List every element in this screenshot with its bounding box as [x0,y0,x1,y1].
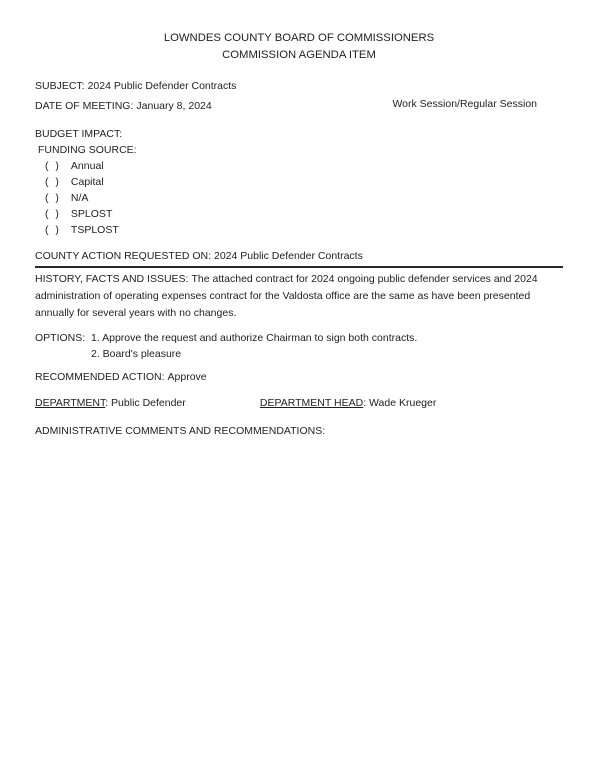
history-text: The attached contract for 2024 ongoing public defender services and 2024 administration of operating expenses contract for the Valdosta office are the same as have been presented annually for several years with no changes. [35,273,538,319]
department-label: DEPARTMENT [35,397,106,409]
funding-option-row [35,222,563,238]
document-subtitle: COMMISSION AGENDA ITEM [222,49,376,61]
funding-source-list [35,158,563,238]
funding-option-label: TSPLOST [70,224,119,236]
subject-line [35,78,563,94]
empty-checkbox: ( ) [45,224,61,236]
date-of-meeting-line [35,98,212,114]
department-field [35,395,257,411]
option-item: 1. Approve the request and authorize Chairman to sign both contracts. [91,332,418,344]
empty-checkbox: ( ) [45,208,61,220]
options-label: OPTIONS: [35,332,86,344]
budget-impact-label: BUDGET IMPACT: [35,128,123,140]
date-of-meeting-value: January 8, 2024 [136,100,212,112]
funding-option-label: Annual [70,160,104,172]
funding-source-label: FUNDING SOURCE: [38,144,137,156]
department-head-value: : Wade Krueger [363,397,437,409]
date-of-meeting-label: DATE OF MEETING: [35,100,134,112]
county-action-value: 2024 Public Defender Contracts [214,250,363,262]
county-action-line [35,248,563,264]
recommended-action-value: Approve [167,371,207,383]
funding-option-row [35,174,563,190]
funding-option-row [35,206,563,222]
funding-option-label: N/A [70,192,89,204]
empty-checkbox: ( ) [45,160,61,172]
recommended-action-line [35,369,563,385]
empty-checkbox: ( ) [45,176,61,188]
subject-label: SUBJECT: [35,80,85,92]
section-divider [35,266,563,268]
subject-value: 2024 Public Defender Contracts [87,80,237,92]
department-value: : Public Defender [105,397,186,409]
department-head-label: DEPARTMENT HEAD [259,397,364,409]
document-title: LOWNDES COUNTY BOARD OF COMMISSIONERS [163,32,435,44]
option-item: 2. Board's pleasure [91,348,182,360]
funding-option-label: Capital [70,176,104,188]
options-section [35,330,563,362]
admin-comments-label: ADMINISTRATIVE COMMENTS AND RECOMMENDATIONS: [35,425,326,437]
department-head-field [260,397,436,409]
department-row [35,395,563,411]
empty-checkbox: ( ) [45,192,61,204]
recommended-action-label: RECOMMENDED ACTION: [35,371,165,383]
funding-option-row [35,158,563,174]
funding-option-label: SPLOST [70,208,113,220]
history-paragraph [35,271,563,322]
meeting-row [35,98,563,114]
options-list [91,330,417,362]
county-action-label: COUNTY ACTION REQUESTED ON: [35,250,211,262]
session-type-label: Work Session/Regular Session [392,98,537,110]
funding-option-row [35,190,563,206]
history-label: HISTORY, FACTS AND ISSUES: [35,273,189,285]
